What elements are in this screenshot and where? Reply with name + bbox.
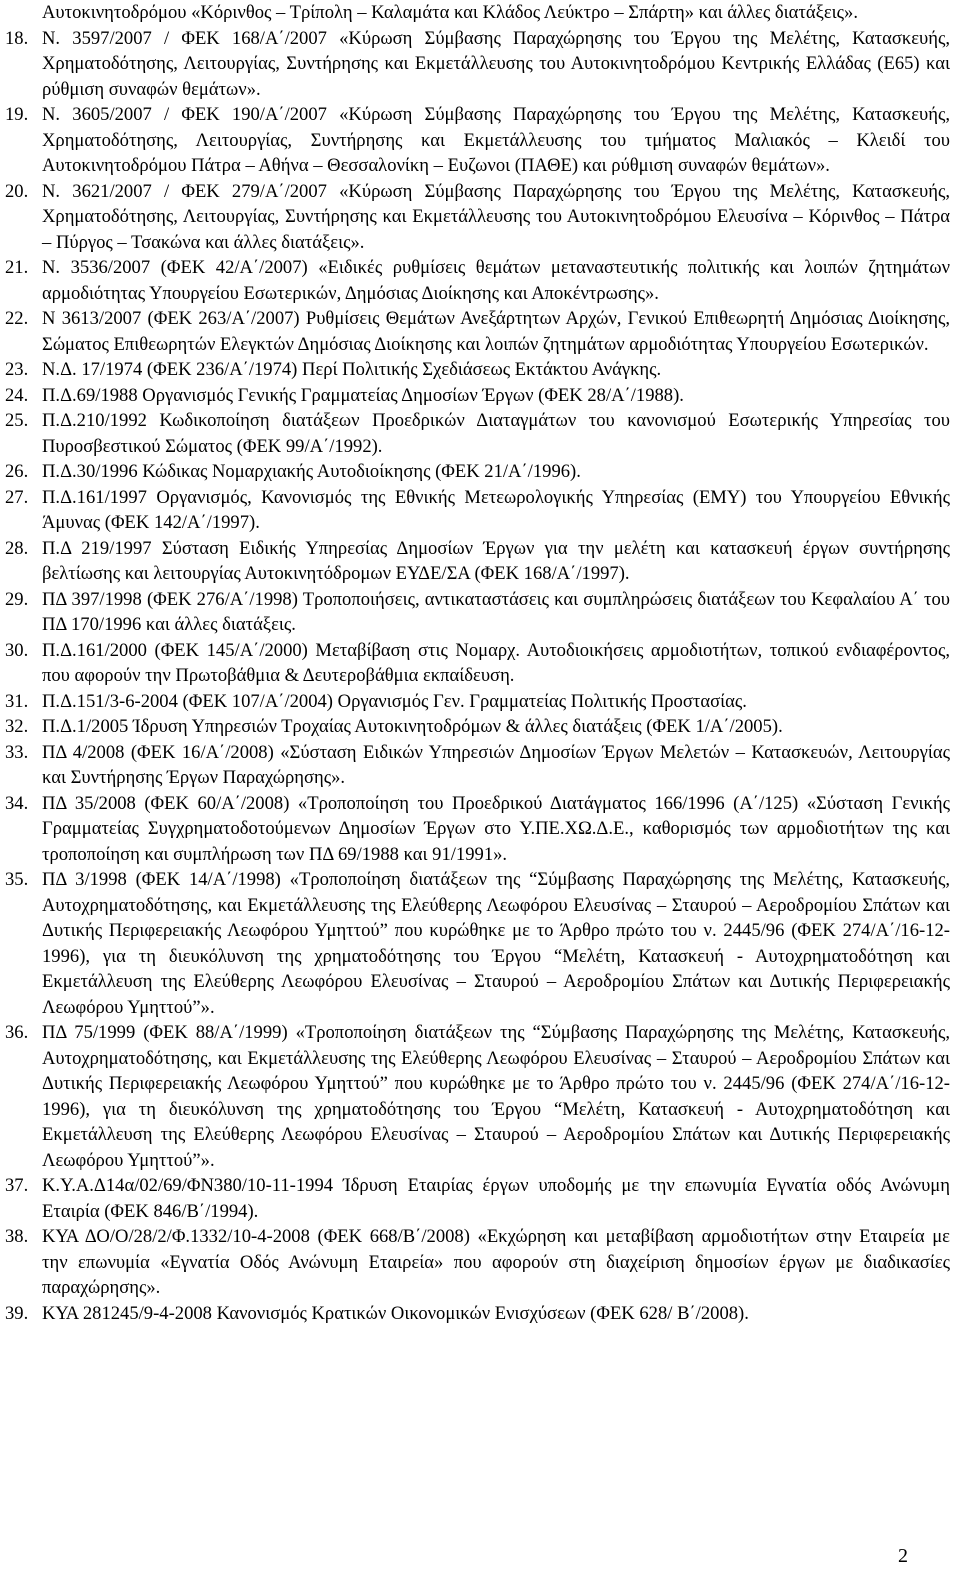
item-number: 25.: [5, 410, 29, 431]
list-item: [0, 587, 960, 638]
item-number: 38.: [5, 1226, 29, 1247]
item-text: Π.Δ.69/1988 Οργανισμός Γενικής Γραμματείας Δημοσίων Έργων (ΦΕΚ 28/Α΄/1988).: [42, 384, 684, 406]
list-item: [0, 357, 960, 383]
item-text: Ν.Δ. 17/1974 (ΦΕΚ 236/Α΄/1974) Περί Πολιτικής Σχεδιάσεως Εκτάκτου Ανάγκης.: [42, 359, 662, 380]
item-text: Ν. 3597/2007 / ΦΕΚ 168/Α΄/2007 «Κύρωση Σύμβασης Παραχώρησης του Έργου της Μελέτης, Κατασκευής, Χρηματοδότησης, Λειτουργίας, Συντήρησης και Εκμετάλλευσης του Αυτοκινητοδρόμου Κεντρικής Ελλάδας (Ε65) και ρύθμιση συναφών θεμάτων».: [42, 27, 950, 100]
item-text: Ν. 3605/2007 / ΦΕΚ 190/Α΄/2007 «Κύρωση Σύμβασης Παραχώρησης του Έργου της Μελέτης, Κατασκευής, Χρηματοδότησης, Λειτουργίας, Συντήρησης και Εκμετάλλευσης του τμήματος Μαλιακός – Κλειδί του Αυτοκινητοδρόμου Πάτρα – Αθήνα – Θεσσαλονίκη – Ευζωνοι (ΠΑΘΕ) και ρύθμιση συναφών θεμάτων».: [42, 104, 950, 176]
item-text: Π.Δ.1/2005 Ίδρυση Υπηρεσιών Τροχαίας Αυτοκινητοδρόμων & άλλες διατάξεις (ΦΕΚ 1/Α΄/2005).: [42, 716, 783, 737]
list-item: [0, 1020, 960, 1173]
item-text: Π.Δ.30/1996 Κώδικας Νομαρχιακής Αυτοδιοίκησης (ΦΕΚ 21/Α΄/1996).: [42, 461, 581, 482]
list-item: [0, 26, 960, 103]
item-number: 19.: [5, 104, 29, 125]
page-number: 2: [898, 1545, 908, 1567]
item-text: ΠΔ 35/2008 (ΦΕΚ 60/Α΄/2008) «Τροποποίηση του Προεδρικού Διατάγματος 166/1996 (Α΄/125) «Σύσταση Γενικής Γραμματείας Συγχρηματοδοτούμενων Δημοσίων Έργων στο Υ.ΠΕ.ΧΩ.Δ.Ε., καθορισμός των αρμοδιοτήτων της και τροποποίηση και συμπλήρωση των ΠΔ 69/1988 και 91/1991».: [42, 792, 950, 865]
legislation-list: [0, 26, 960, 1327]
list-item: [0, 179, 960, 256]
item-number: 29.: [5, 588, 29, 610]
item-text: Π.Δ.210/1992 Κωδικοποίηση διατάξεων Προεδρικών Διαταγμάτων του κανονισμού Εσωτερικής Υπηρεσίας του Πυροσβεστικού Σώματος (ΦΕΚ 99/Α΄/1992).: [42, 410, 950, 457]
item-number: 31.: [5, 690, 29, 712]
item-text: Π.Δ.161/1997 Οργανισμός, Κανονισμός της Εθνικής Μετεωρολογικής Υπηρεσίας (ΕΜΥ) του Υπουργείου Εθνικής Άμυνας (ΦΕΚ 142/Α΄/1997).: [42, 486, 950, 533]
item-text: Π.Δ 219/1997 Σύσταση Ειδικής Υπηρεσίας Δημοσίων Έργων για την μελέτη και κατασκευή έργων συντήρησης βελτίωσης και λειτουργίας Αυτοκινητόδρομων ΕΥΔΕ/ΣΑ (ΦΕΚ 168/Α΄/1997).: [42, 537, 950, 584]
item-text: ΠΔ 3/1998 (ΦΕΚ 14/Α΄/1998) «Τροποποίηση διατάξεων της “Σύμβασης Παραχώρησης της Μελέτης, Κατασκευής, Αυτοχρηματοδότησης, και Εκμετάλλευσης της Ελεύθερης Λεωφόρου Ελευσίνας – Σταυρού – Αεροδρομίου Σπάτων και Δυτικής Περιφερειακής Λεωφόρου Υμηττού” που κυρώθηκε με το Άρθρο πρώτο του ν. 2445/96 (ΦΕΚ 274/Α΄/16-12-1996), για τη διευκόλυνση της χρηματοδότησης του Έργου “Μελέτη, Κατασκευή - Αυτοχρηματοδότηση και Εκμετάλλευση της Ελεύθερης Λεωφόρου Ελευσίνας – Σταυρού – Αεροδρομίου Σπάτων και Δυτικής Περιφερειακής Λεωφόρου Υμηττού”».: [42, 869, 950, 1018]
item-text: Κ.Υ.Α.Δ14α/02/69/ΦΝ380/10-11-1994 Ίδρυση Εταιρίας έργων υποδομής με την επωνυμία Εγνατία οδός Ανώνυμη Εταιρία (ΦΕΚ 846/Β΄/1994).: [42, 1175, 950, 1222]
list-item: [0, 1224, 960, 1301]
item-text: Ν 3613/2007 (ΦΕΚ 263/Α΄/2007) Ρυθμίσεις Θεμάτων Ανεξάρτητων Αρχών, Γενικού Επιθεωρητή Δημόσιας Διοίκησης, Σώματος Επιθεωρητών Ελεγκτών Δημόσιας Διοίκησης και λοιπών ζητημάτων αρμοδιότητας Υπουργείου Εσωτερικών.: [42, 308, 950, 355]
list-item: [0, 1301, 960, 1327]
item-number: 30.: [5, 639, 29, 661]
list-item: [0, 255, 960, 306]
item-number: 27.: [5, 486, 29, 508]
item-number: 34.: [5, 792, 29, 814]
list-item: [0, 1173, 960, 1224]
item-text: Π.Δ.151/3-6-2004 (ΦΕΚ 107/Α΄/2004) Οργανισμός Γεν. Γραμματείας Πολιτικής Προστασίας.: [42, 690, 747, 712]
item-text: Ν. 3536/2007 (ΦΕΚ 42/Α΄/2007) «Ειδικές ρυθμίσεις θεμάτων μεταναστευτικής πολιτικής και λοιπών ζητημάτων αρμοδιότητας Υπουργείου Εσωτερικών, Δημόσιας Διοίκησης και Αποκέντρωσης».: [42, 257, 950, 304]
list-item: [0, 714, 960, 740]
item-number: 37.: [5, 1175, 29, 1196]
item-text: Π.Δ.161/2000 (ΦΕΚ 145/Α΄/2000) Μεταβίβαση στις Νομαρχ. Αυτοδιοικήσεις αρμοδιοτήτων, τοπικού ενδιαφέροντος, που αφορούν την Πρωτοβάθμια & Δευτεροβάθμια εκπαίδευση.: [42, 639, 950, 686]
list-item: [0, 867, 960, 1020]
list-item: [0, 306, 960, 357]
list-item: [0, 689, 960, 715]
item-number: 23.: [5, 359, 29, 380]
item-number: 24.: [5, 384, 29, 406]
list-item: [0, 102, 960, 179]
item-text: ΠΔ 75/1999 (ΦΕΚ 88/Α΄/1999) «Τροποποίηση διατάξεων της “Σύμβασης Παραχώρησης της Μελέτης, Κατασκευής, Αυτοχρηματοδότησης, και Εκμετάλλευσης της Ελεύθερης Λεωφόρου Ελευσίνας – Σταυρού – Αεροδρομίου Σπάτων και Δυτικής Περιφερειακής Λεωφόρου Υμηττού” που κυρώθηκε με το Άρθρο πρώτο του ν. 2445/96 (ΦΕΚ 274/Α΄/16-12-1996), για τη διευκόλυνση της χρηματοδότησης του Έργου “Μελέτη, Κατασκευή - Αυτοχρηματοδότηση και Εκμετάλλευση της Ελεύθερης Λεωφόρου Ελευσίνας – Σταυρού – Αεροδρομίου Σπάτων και Δυτικής Περιφερειακής Λεωφόρου Υμηττού”».: [42, 1022, 950, 1171]
item-number: 22.: [5, 308, 29, 329]
continuation-paragraph: Αυτοκινητοδρόμου «Κόρινθος – Τρίπολη – Καλαμάτα και Κλάδος Λεύκτρο – Σπάρτη» και άλλες διατάξεις».: [42, 2, 858, 23]
item-number: 26.: [5, 461, 29, 482]
list-item: [0, 383, 960, 409]
item-number: 39.: [5, 1302, 29, 1324]
list-item: [0, 408, 960, 459]
item-number: 20.: [5, 180, 29, 202]
item-number: 18.: [5, 27, 29, 49]
list-item: [0, 459, 960, 485]
item-number: 21.: [5, 257, 29, 278]
list-item: [0, 536, 960, 587]
list-item: [0, 740, 960, 791]
item-number: 33.: [5, 741, 29, 763]
item-text: ΠΔ 397/1998 (ΦΕΚ 276/Α΄/1998) Τροποποιήσεις, αντικαταστάσεις και συμπληρώσεις διατάξεων του Κεφαλαίου Α΄ του ΠΔ 170/1996 και άλλες διατάξεις.: [42, 588, 950, 635]
item-text: ΚΥΑ 281245/9-4-2008 Κανονισμός Κρατικών Οικονομικών Ενισχύσεων (ΦΕΚ 628/ Β΄/2008).: [42, 1302, 749, 1324]
item-number: 35.: [5, 869, 29, 890]
item-text: ΠΔ 4/2008 (ΦΕΚ 16/Α΄/2008) «Σύσταση Ειδικών Υπηρεσιών Δημοσίων Έργων Μελετών – Κατασκευών, Λειτουργίας και Συντήρησης Έργων Παραχώρησης».: [42, 741, 950, 788]
item-text: ΚΥΑ ΔΟ/Ο/28/2/Φ.1332/10-4-2008 (ΦΕΚ 668/Β΄/2008) «Εκχώρηση και μεταβίβαση αρμοδιοτήτων στην Εταιρεία με την επωνυμία «Εγνατία Οδός Ανώνυμη Εταιρεία» που αφορούν στη διαχείριση δημοσίων έργων με διαδικασίες παραχώρησης».: [42, 1226, 950, 1298]
list-item: [0, 791, 960, 868]
list-item: [0, 638, 960, 689]
list-item: [0, 485, 960, 536]
item-text: Ν. 3621/2007 / ΦΕΚ 279/Α΄/2007 «Κύρωση Σύμβασης Παραχώρησης του Έργου της Μελέτης, Κατασκευής, Χρηματοδότησης, Λειτουργίας, Συντήρησης και Εκμετάλλευσης του Αυτοκινητοδρόμου Ελευσίνα – Κόρινθος – Πάτρα – Πύργος – Τσακώνα και άλλες διατάξεις».: [42, 180, 950, 253]
item-number: 36.: [5, 1022, 29, 1043]
item-number: 32.: [5, 716, 29, 737]
item-number: 28.: [5, 537, 29, 559]
